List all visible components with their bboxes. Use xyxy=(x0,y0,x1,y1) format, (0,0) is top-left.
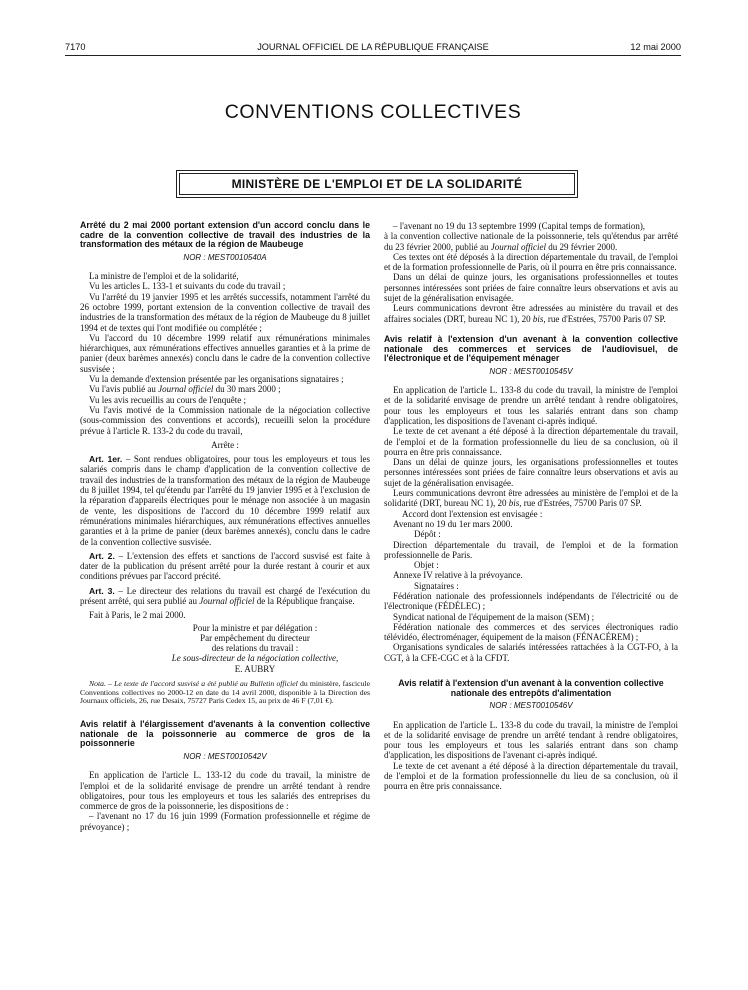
signature-block: Pour la ministre et par délégation : Par empêchement du directeur des relations du travail : Le sous-directeur de la négociation collective, E. AUBRY xyxy=(171,622,339,674)
paragraph: Vu la demande d'extension présentée par les organisations signataires ; xyxy=(89,374,344,385)
article-2: Art. 2. – L'extension des effets et sanctions de l'accord susvisé est faite à dater de la publication du présent arrêté pour la durée restant à courir et aux conditions prévues par l'accord précité. xyxy=(80,550,370,582)
section-title: CONVENTIONS COLLECTIVES xyxy=(224,101,522,123)
paragraph: Le texte de cet avenant a été déposé à la direction départementale du travail, de l'emploi et de la formation professionnelle du lieu de sa conclusion, où il pourra en être pris connaissance. xyxy=(384,760,678,792)
signature-place-date: Fait à Paris, le 2 mai 2000. xyxy=(89,610,186,621)
page-number: 7170 xyxy=(65,42,86,52)
avis-title: Avis relatif à l'extension d'un avenant à la convention collective nationale des entrepôts d'alimentation xyxy=(398,678,664,698)
paragraph: Annexe IV relative à la prévoyance. xyxy=(393,570,523,581)
avis-title: Avis relatif à l'élargissement d'avenants à la convention collective nationale de la poissonnerie au commerce de gros de la poissonnerie xyxy=(80,719,370,749)
page-header xyxy=(65,42,681,56)
paragraph: La ministre de l'emploi et de la solidarité, xyxy=(89,271,239,282)
right-column xyxy=(384,221,678,792)
nor-reference: NOR : MEST0010546V xyxy=(489,701,573,711)
nor-reference: NOR : MEST0010540A xyxy=(183,252,267,262)
paragraph: Vu l'avis motivé de la Commission nationale de la négociation collective (sous-commission des conventions et accords), recueilli selon la procédure prévue à l'article R. 133-2 du code du travail, xyxy=(80,404,370,436)
paragraph: Avenant no 19 du 1er mars 2000. xyxy=(393,518,513,529)
arrete-label: Arrête : xyxy=(211,439,239,450)
paragraph: Objet : xyxy=(414,560,439,571)
arrete-title: Arrêté du 2 mai 2000 portant extension d'un accord conclu dans le cadre de la convention collective de travail des industries de la transformation des métaux de la région de Maubeuge xyxy=(80,220,370,250)
journal-title: JOURNAL OFFICIEL DE LA RÉPUBLIQUE FRANÇAISE xyxy=(257,42,489,52)
issue-date: 12 mai 2000 xyxy=(630,42,681,52)
paragraph: Accord dont l'extension est envisagée : xyxy=(402,508,543,519)
nor-reference: NOR : MEST0010545V xyxy=(489,366,573,376)
paragraph: Dans un délai de quinze jours, les organisations professionnelles et toutes personnes intéressées sont priées de faire connaître leurs observations et avis au sujet de la généralisation envisagée. xyxy=(384,272,678,304)
paragraph: En application de l'article L. 133-8 du code du travail, la ministre de l'emploi et de la solidarité envisage de prendre un arrêté tendant à rendre obligatoires, pour tous les employeurs et tous les salariés entrant dans son champ d'application, les dispositions de l'avenant ci-après indiqué. xyxy=(384,385,678,426)
article-1: Art. 1er. – Sont rendues obligatoires, pour tous les employeurs et tous les salariés compris dans le champ d'application de la convention collective de travail des industries de la transformation des métaux de la région de Maubeuge du 8 juillet 1994, tel qu'étendu par l'arrêté du 19 janvier 1995 et à l'exclusion de la réparation d'appareils électriques pour le ménage non associée à un magasin de vente, les dispositions de l'accord du 10 décembre 1999 relatif aux rémunérations minimales hiérarchiques, aux rémunérations effectives annuelles garanties et à la prime de panier (deux barèmes annexés), conclu dans le cadre de la convention collective susvisée. xyxy=(80,454,370,547)
paragraph: Dépôt : xyxy=(414,529,441,540)
left-column xyxy=(80,221,370,832)
paragraph: Vu les avis recueillis au cours de l'enquête ; xyxy=(89,394,247,405)
nota-note: Nota. – Le texte de l'accord susvisé a été publié au Bulletin officiel du ministère, fascicule Conventions collectives no 2000-12 en date du 14 avril 2000, disponible à la Direction des Journaux officiels, 26, rue Desaix, 75727 Paris Cedex 15, au prix de 46 F (7,01 €). xyxy=(80,679,370,706)
paragraph: Leurs communications devront être adressées au ministère de l'emploi et de la solidarité (DRT, bureau NC 1), 20 bis, rue d'Estrées, 75700 Paris 07 SP. xyxy=(384,488,678,509)
paragraph: En application de l'article L. 133-12 du code du travail, la ministre de l'emploi et de la solidarité envisage de prendre un arrêté tendant à rendre obligatoires, pour tous les employeurs et tous les salariés des entreprises du commerce de gros de la poissonnerie, les dispositions de : xyxy=(80,770,370,812)
paragraph: Fédération nationale des professionnels indépendants de l'électricité ou de l'électronique (FÉDÉLEC) ; xyxy=(384,590,678,612)
paragraph: à la convention collective nationale de la poissonnerie, tels qu'étendus par arrêté du 23 février 2000, publié au Journal officiel du 29 février 2000. xyxy=(384,231,678,252)
paragraph: Dans un délai de quinze jours, les organisations professionnelles et toutes personnes intéressées sont priées de faire connaître leurs observations et avis au sujet de la généralisation envisagée. xyxy=(384,457,678,488)
paragraph: Vu l'arrêté du 19 janvier 1995 et les arrêtés successifs, notamment l'arrêté du 26 octobre 1999, portant extension de la convention collective de travail des industries de la transformation des métaux de la région de Maubeuge du 8 juillet 1994 et de textes qui l'ont modifiée ou complétée ; xyxy=(80,291,370,333)
paragraph: – l'avenant no 19 du 13 septembre 1999 (Capital temps de formation), xyxy=(393,221,646,231)
paragraph: Syndicat national de l'équipement de la maison (SEM) ; xyxy=(393,611,595,622)
paragraph: En application de l'article L. 133-8 du code du travail, la ministre de l'emploi et de la solidarité envisage de prendre un arrêté tendant à rendre obligatoires, pour tous les employeurs et tous les salariés entrant dans son champ d'application, les dispositions de l'avenant ci-après indiqué. xyxy=(384,719,678,761)
paragraph: Signataires : xyxy=(414,580,459,591)
paragraph: Organisations syndicales de salariés intéressées rattachées à la CGT-FO, à la CGT, à la CFE-CGC et à la CFDT. xyxy=(384,642,678,663)
paragraph: Fédération nationale des commerces et des services électroniques radio télévidéo, électroménager, équipement de la maison (FÉNACÉREM) ; xyxy=(384,621,678,643)
ministry-title: MINISTÈRE DE L'EMPLOI ET DE LA SOLIDARITÉ xyxy=(179,173,575,195)
paragraph: Direction départementale du travail, de l'emploi et de la formation professionnelle de Paris. xyxy=(384,539,678,560)
paragraph: Ces textes ont été déposés à la direction départementale du travail, de l'emploi et de la formation professionnelle de Paris, où il pourra en être pris connaissance. xyxy=(384,251,678,273)
paragraph: Vu les articles L. 133-1 et suivants du code du travail ; xyxy=(89,281,286,292)
paragraph: Vu l'avis publié au Journal officiel du 30 mars 2000 ; xyxy=(89,384,281,395)
article-3: Art. 3. – Le directeur des relations du travail est chargé de l'exécution du présent arrêté, qui sera publié au Journal officiel de la République française. xyxy=(80,585,370,606)
paragraph: – l'avenant no 17 du 16 juin 1999 (Formation professionnelle et régime de prévoyance) ; xyxy=(80,811,370,832)
paragraph: Le texte de cet avenant a été déposé à la direction départementale du travail, de l'emploi et de la formation professionnelle du lieu de sa conclusion, où il pourra en être pris connaissance. xyxy=(384,426,678,457)
ministry-box xyxy=(176,170,578,198)
avis-title: Avis relatif à l'extension d'un avenant à la convention collective nationale des commerces et services de l'audiovisuel, de l'électronique et de l'équipement ménager xyxy=(384,333,678,364)
paragraph: Vu l'accord du 10 décembre 1999 relatif aux rémunérations minimales hiérarchiques, aux rémunérations effectives annuelles garanties et à la prime de panier (deux barèmes annexés) conclu dans le cadre de la convention collective susvisée ; xyxy=(80,332,370,374)
nor-reference: NOR : MEST0010542V xyxy=(183,751,267,761)
paragraph: Leurs communications devront être adressées au ministère du travail et des affaires sociales (DRT, bureau NC 1), 20 bis, rue d'Estrées, 75700 Paris 07 SP. xyxy=(384,303,678,324)
